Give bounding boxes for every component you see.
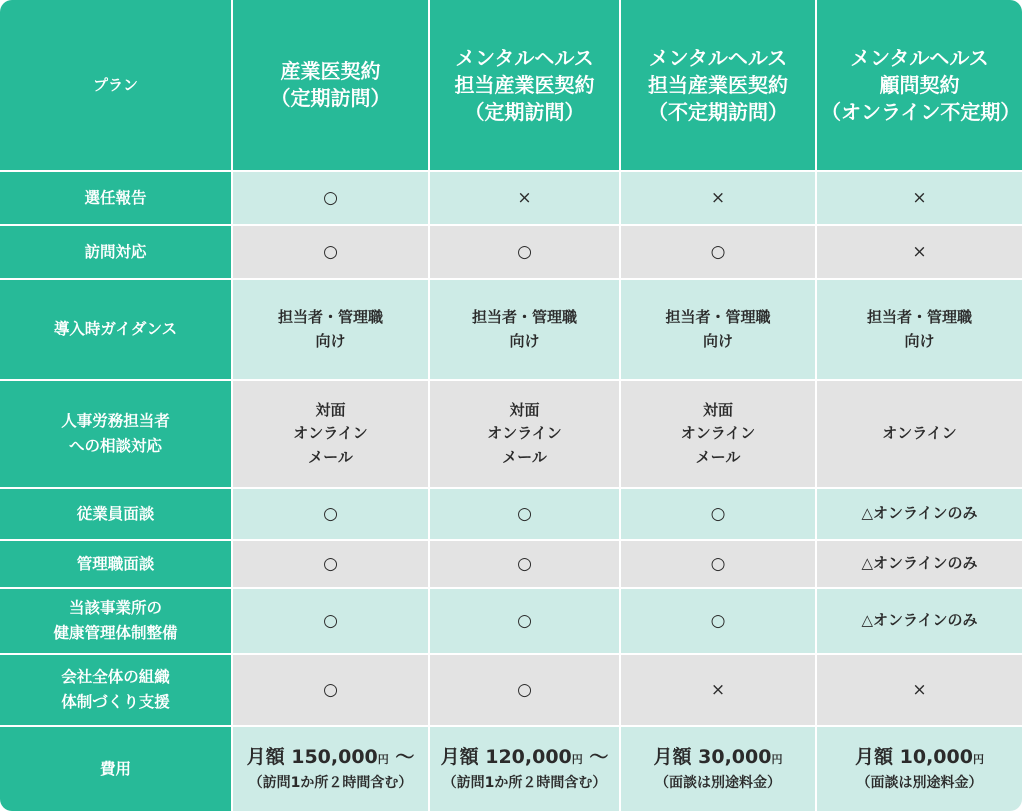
cell-text: 管理職面談	[76, 554, 155, 573]
table-cell	[430, 589, 621, 655]
cell-text: ○	[710, 553, 726, 574]
cell-text: 顧問契約	[879, 72, 960, 97]
table-cell	[621, 541, 817, 589]
cell-text: （定期訪問）	[270, 86, 391, 110]
table-cell	[621, 226, 817, 280]
cell-text: オンライン	[487, 424, 562, 443]
cell-text: 向け	[315, 331, 346, 350]
fee-amount-value: 月額 150,000	[246, 746, 378, 769]
cell-text: 向け	[904, 331, 935, 350]
cell-text: ×	[517, 187, 532, 208]
row-label	[0, 541, 233, 589]
cell-text: 対面	[315, 401, 346, 420]
fee-amount	[625, 743, 811, 772]
fee-note: （面談は別途料金）	[856, 774, 983, 791]
cell-text: 担当者・管理職	[277, 308, 383, 327]
table-cell	[233, 489, 430, 541]
cell-text: オンライン	[293, 424, 368, 443]
table-cell	[233, 172, 430, 226]
cell-text: ×	[710, 679, 726, 700]
cell-text: ×	[912, 187, 927, 208]
table-row	[0, 589, 1022, 655]
table-row	[0, 226, 1022, 280]
table-cell	[430, 172, 621, 226]
cell-text: 向け	[509, 331, 540, 350]
fee-amount	[237, 743, 424, 772]
table-cell	[430, 280, 621, 381]
cell-text: 対面	[702, 401, 733, 420]
cell-text: ○	[323, 679, 338, 700]
row-label	[0, 489, 233, 541]
cell-text: ×	[912, 241, 927, 262]
table-cell	[817, 541, 1022, 589]
cell-text: ○	[710, 610, 726, 631]
fee-cell	[817, 727, 1022, 811]
cell-text: ○	[517, 610, 532, 631]
row-label	[0, 589, 233, 655]
table-cell	[233, 280, 430, 381]
table-cell	[233, 589, 430, 655]
fee-range-suffix: ～	[388, 746, 415, 769]
row-label	[0, 172, 233, 226]
table-cell	[621, 489, 817, 541]
table-cell	[817, 655, 1022, 727]
table-cell	[430, 381, 621, 489]
cell-text: ○	[517, 241, 532, 262]
cell-text: 担当者・管理職	[665, 308, 771, 327]
table-cell	[817, 381, 1022, 489]
fee-note: （面談は別途料金）	[655, 774, 781, 791]
fee-yen-unit: 円	[771, 753, 783, 767]
table-cell	[430, 541, 621, 589]
cell-text: ○	[323, 553, 338, 574]
table-cell	[817, 172, 1022, 226]
row-label	[0, 226, 233, 280]
cell-text: 向け	[702, 331, 733, 350]
cell-text: 健康管理体制整備	[53, 624, 178, 642]
cell-text: ×	[710, 187, 726, 208]
table-cell	[817, 280, 1022, 381]
cell-text: オンライン	[680, 424, 756, 443]
cell-text: メンタルヘルス	[455, 45, 594, 70]
cell-text: メンタルヘルス	[850, 45, 989, 70]
cell-text: 担当者・管理職	[866, 308, 972, 327]
table-cell	[233, 655, 430, 727]
fee-cell	[430, 727, 621, 811]
cell-text: （不定期訪問）	[648, 99, 788, 124]
fee-amount-value: 月額 30,000	[653, 746, 772, 769]
cell-text: ○	[323, 610, 338, 631]
cell-text: 会社全体の組織	[61, 668, 170, 687]
table-cell	[430, 655, 621, 727]
cell-text: （オンライン不定期）	[821, 99, 1021, 124]
table-cell	[233, 226, 430, 280]
cell-text: 体制づくり支援	[61, 693, 170, 711]
row-label	[0, 280, 233, 381]
cell-text: 担当者・管理職	[471, 308, 577, 327]
cell-text: 選任報告	[84, 188, 147, 207]
cell-text: メール	[308, 447, 353, 466]
table-cell	[430, 226, 621, 280]
table-cell	[430, 489, 621, 541]
table-cell	[233, 541, 430, 589]
cell-text: ○	[710, 503, 726, 524]
cell-text: メール	[695, 447, 741, 466]
table-row	[0, 655, 1022, 727]
fee-label	[0, 727, 233, 811]
cell-text: 従業員面談	[76, 504, 155, 523]
cell-text: △オンラインのみ	[861, 504, 978, 523]
table-row	[0, 172, 1022, 226]
cell-text: （定期訪問）	[464, 99, 585, 124]
cell-text: 人事労務担当者	[61, 412, 170, 431]
cell-text: 担当産業医契約	[454, 72, 595, 97]
cell-text: 担当産業医契約	[648, 72, 788, 97]
cell-text: ○	[517, 679, 532, 700]
cell-text: オンライン	[882, 424, 957, 443]
cell-text: ○	[517, 553, 532, 574]
cell-text: 産業医契約	[280, 59, 381, 83]
plan-column-header-1	[233, 0, 430, 172]
cell-text: 訪問対応	[84, 242, 147, 261]
cell-text: メール	[502, 447, 547, 466]
cell-text: プラン	[92, 75, 138, 94]
cell-text: 導入時ガイダンス	[53, 320, 178, 339]
table-cell	[621, 172, 817, 226]
plan-header-label	[0, 0, 233, 172]
row-label	[0, 655, 233, 727]
header-row	[0, 0, 1022, 172]
fee-amount-value: 月額 120,000	[440, 746, 572, 769]
fee-note: （訪問1か所２時間含む）	[442, 774, 607, 791]
cell-text: 費用	[99, 759, 131, 778]
cell-text: △オンラインのみ	[861, 554, 978, 573]
cell-text: メンタルヘルス	[648, 45, 788, 70]
table-row	[0, 280, 1022, 381]
cell-text: ○	[710, 241, 726, 262]
table-row	[0, 489, 1022, 541]
fee-cell	[233, 727, 430, 811]
table-cell	[621, 280, 817, 381]
fee-row	[0, 727, 1022, 811]
fee-cell	[621, 727, 817, 811]
table-cell	[817, 589, 1022, 655]
cell-text: ○	[323, 503, 338, 524]
cell-text: 対面	[509, 401, 540, 420]
plan-column-header-4	[817, 0, 1022, 172]
fee-yen-unit: 円	[571, 753, 583, 767]
fee-amount	[434, 743, 615, 772]
cell-text: ×	[912, 679, 927, 700]
fee-yen-unit: 円	[377, 753, 389, 767]
plan-column-header-2	[430, 0, 621, 172]
cell-text: ○	[517, 503, 532, 524]
fee-yen-unit: 円	[972, 753, 984, 767]
table-row	[0, 381, 1022, 489]
table-cell	[817, 226, 1022, 280]
cell-text: ○	[323, 187, 338, 208]
fee-amount	[821, 743, 1018, 772]
fee-range-suffix: ～	[582, 746, 609, 769]
cell-text: 当該事業所の	[68, 599, 162, 618]
table-cell	[621, 589, 817, 655]
cell-text: への相談対応	[68, 437, 162, 455]
cell-text: ○	[323, 241, 338, 262]
table-cell	[233, 381, 430, 489]
table-cell	[621, 381, 817, 489]
plan-column-header-3	[621, 0, 817, 172]
fee-note: （訪問1か所２時間含む）	[248, 774, 413, 791]
cell-text: △オンラインのみ	[861, 611, 978, 630]
table-row	[0, 541, 1022, 589]
table-cell	[621, 655, 817, 727]
table-cell	[817, 489, 1022, 541]
fee-amount-value: 月額 10,000	[855, 746, 973, 769]
row-label	[0, 381, 233, 489]
